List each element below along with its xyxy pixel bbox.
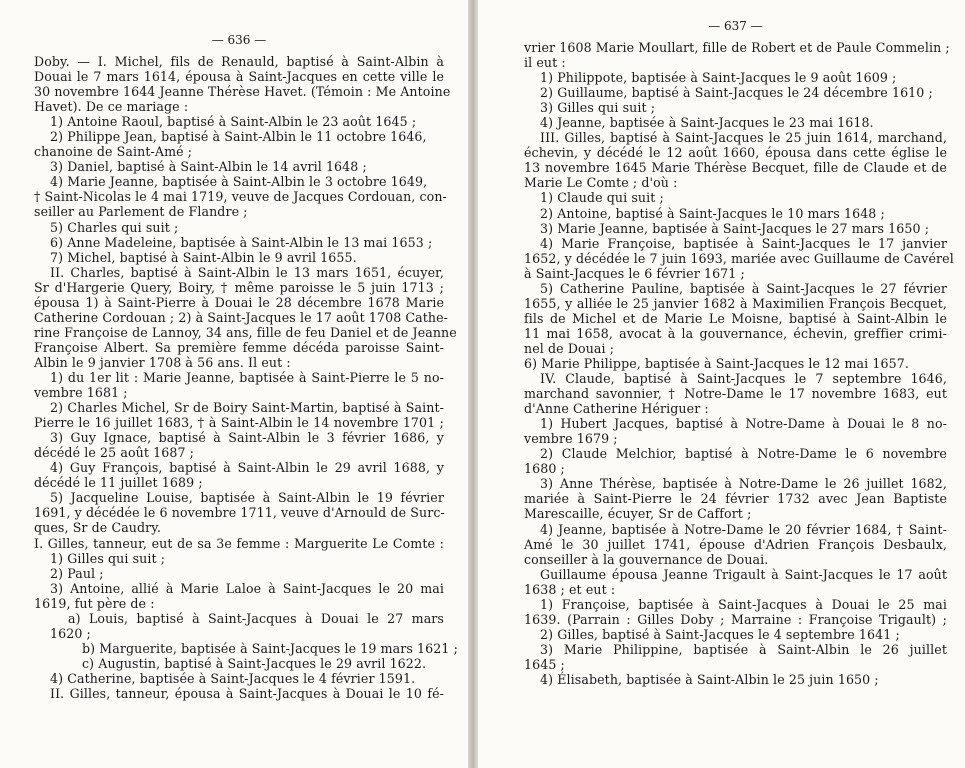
- text-line: 1) Françoise, baptisée à Saint-Jacques à Douai le 25 mai: [540, 596, 947, 612]
- text-line: 4) Catherine, baptisée à Saint-Jacques le 4 février 1591.: [50, 670, 416, 686]
- text-line: 3) Marie Philippine, baptisée à Saint-Albin le 26 juillet: [540, 641, 947, 657]
- text-line: 4) Guy François, baptisé à Saint-Albin le 29 avril 1688, y: [50, 460, 444, 476]
- text-line: marchand savonnier, † Notre-Dame le 17 novembre 1683, eut: [524, 386, 947, 402]
- text-line: épousa 1) à Saint-Pierre à Douai le 28 décembre 1678 Marie: [34, 294, 444, 310]
- text-line: 5) Jacqueline Louise, baptisée à Saint-Albin le 19 février: [50, 490, 444, 506]
- text-line: 4) Jeanne, baptisée à Notre-Dame le 20 février 1684, † Saint-: [540, 521, 947, 537]
- text-line: IV. Claude, baptisé à Saint-Jacques le 7 septembre 1646,: [540, 371, 947, 387]
- text-line: Amé le 30 juillet 1741, épouse d'Adrien François Desbaulx,: [524, 536, 947, 552]
- text-line: Marie Le Comte ; d'où :: [524, 175, 678, 191]
- text-line: 2) Guillaume, baptisé à Saint-Jacques le 24 décembre 1610 ;: [540, 85, 933, 101]
- text-line: 1652, y décédée le 7 juin 1693, mariée avec Guillaume de Cavérel: [524, 250, 954, 266]
- text-line: b) Marguerite, baptisée à Saint-Jacques le 19 mars 1621 ;: [82, 640, 458, 656]
- text-line: 2) Paul ;: [50, 565, 104, 581]
- text-line: 1691, y décédée le 6 novembre 1711, veuve d'Arnould de Surc-: [34, 505, 445, 521]
- text-line: 6) Anne Madeleine, baptisée à Saint-Albin le 13 mai 1653 ;: [50, 234, 433, 250]
- text-line: Françoise Albert. Sa première femme décéda paroisse Saint-: [34, 339, 444, 355]
- text-line: à Saint-Jacques le 6 février 1671 ;: [524, 265, 745, 281]
- text-line: † Saint-Nicolas le 4 mai 1719, veuve de Jacques Cordouan, con-: [34, 189, 447, 205]
- text-line: 13 novembre 1645 Marie Thérèse Becquet, fille de Claude et de: [524, 160, 947, 176]
- text-line: 3) Guy Ignace, baptisé à Saint-Albin le 3 février 1686, y: [50, 430, 444, 446]
- text-line: 1619, fut père de :: [34, 595, 155, 611]
- text-line: 30 novembre 1644 Jeanne Thérèse Havet. (Témoin : Me Antoine: [34, 84, 451, 100]
- text-line: a) Louis, baptisé à Saint-Jacques à Douai le 27 mars: [68, 610, 444, 626]
- right-page: [478, 0, 965, 768]
- text-line: 1638 ; et eut :: [524, 581, 616, 597]
- text-line: décédé le 11 juillet 1689 ;: [34, 475, 203, 491]
- text-line: 7) Michel, baptisé à Saint-Albin le 9 avril 1655.: [50, 249, 357, 265]
- left-page-text: [34, 54, 458, 701]
- text-line: 3) Marie Jeanne, baptisée à Saint-Jacques le 27 mars 1650 ;: [540, 220, 930, 236]
- text-line: 3) Gilles qui suit ;: [540, 100, 656, 116]
- text-line: d'Anne Catherine Hériguer :: [524, 401, 709, 417]
- text-line: 2) Charles Michel, Sr de Boiry Saint-Martin, baptisé à Saint-: [50, 400, 444, 416]
- page-number: — 637 —: [708, 19, 763, 33]
- page-number: — 636 —: [211, 33, 267, 47]
- text-line: 5) Charles qui suit ;: [50, 219, 179, 235]
- text-line: 1) Antoine Raoul, baptisé à Saint-Albin le 23 août 1645 ;: [50, 114, 417, 130]
- text-line: il eut :: [524, 55, 566, 71]
- text-line: 3) Anne Thérèse, baptisée à Notre-Dame le 26 juillet 1682,: [540, 476, 947, 492]
- text-line: décédé le 25 août 1687 ;: [34, 445, 195, 461]
- text-line: Havet). De ce mariage :: [34, 99, 189, 115]
- text-line: 2) Gilles, baptisé à Saint-Jacques le 4 septembre 1641 ;: [540, 626, 900, 642]
- right-page-text: [524, 40, 954, 687]
- text-line: III. Gilles, baptisé à Saint-Jacques le 25 juin 1614, marchand,: [540, 130, 947, 146]
- text-line: fils de Michel et de Marie Le Moisne, baptisé à Saint-Albin le: [524, 310, 947, 326]
- text-line: 1639. (Parrain : Gilles Doby ; Marraine : Françoise Trigault) ;: [524, 611, 947, 627]
- text-line: mariée à Saint-Pierre le 24 février 1732 avec Jean Baptiste: [524, 491, 947, 507]
- text-line: I. Gilles, tanneur, eut de sa 3e femme : Marguerite Le Comte :: [34, 535, 444, 551]
- text-line: Catherine Cordouan ; 2) à Saint-Jacques le 17 août 1708 Cathe-: [34, 309, 449, 325]
- left-page: [0, 0, 470, 768]
- text-line: 4) Marie Jeanne, baptisée à Saint-Albin le 3 octobre 1649,: [50, 174, 428, 190]
- text-line: 4) Marie Françoise, baptisée à Saint-Jacques le 17 janvier: [540, 235, 947, 251]
- text-line: 2) Philippe Jean, baptisé à Saint-Albin le 11 octobre 1646,: [50, 129, 427, 145]
- text-line: 1) du 1er lit : Marie Jeanne, baptisée à Saint-Pierre le 5 no-: [50, 369, 444, 385]
- text-line: seiller au Parlement de Flandre ;: [34, 204, 248, 220]
- text-line: Marescaille, écuyer, Sr de Caffort ;: [524, 506, 752, 522]
- text-line: Douai le 7 mars 1614, épousa à Saint-Jacques en cette ville le: [34, 69, 444, 85]
- text-line: 2) Antoine, baptisé à Saint-Jacques le 10 mars 1648 ;: [540, 205, 885, 221]
- text-line: vrier 1608 Marie Moullart, fille de Robert et de Paule Commelin ;: [524, 40, 950, 55]
- text-line: 3) Daniel, baptisé à Saint-Albin le 14 avril 1648 ;: [50, 159, 367, 175]
- text-line: 11 mai 1658, avocat à la gouvernance, échevin, greffier crimi-: [524, 325, 947, 341]
- text-line: c) Augustin, baptisé à Saint-Jacques le 29 avril 1622.: [82, 655, 427, 671]
- text-line: 3) Antoine, allié à Marie Laloe à Saint-Jacques le 20 mai: [50, 580, 444, 596]
- text-line: 1655, y alliée le 25 janvier 1682 à Maximilien François Becquet,: [524, 295, 947, 311]
- text-line: Pierre le 16 juillet 1683, † à Saint-Albin le 14 novembre 1701 ;: [34, 415, 444, 431]
- text-line: II. Charles, baptisé à Saint-Albin le 13 mars 1651, écuyer,: [50, 264, 444, 280]
- text-line: rine Françoise de Lannoy, 34 ans, fille de feu Daniel et de Jeanne: [34, 324, 457, 340]
- text-line: 1620 ;: [50, 625, 91, 641]
- text-line: 4) Jeanne, baptisée à Saint-Jacques le 23 mai 1618.: [540, 115, 874, 131]
- text-line: vembre 1679 ;: [524, 431, 618, 447]
- text-line: 1) Hubert Jacques, baptisé à Notre-Dame à Douai le 8 no-: [540, 416, 947, 432]
- text-line: 1680 ;: [524, 461, 565, 477]
- text-line: 6) Marie Philippe, baptisée à Saint-Jacques le 12 mai 1657.: [524, 355, 909, 371]
- text-line: 4) Élisabeth, baptisée à Saint-Albin le 25 juin 1650 ;: [540, 671, 879, 687]
- text-line: conseiller à la gouvernance de Douai.: [524, 551, 769, 567]
- text-line: vembre 1681 ;: [34, 385, 128, 401]
- text-line: II. Gilles, tanneur, épousa à Saint-Jacques à Douai le 10 fé-: [50, 685, 444, 701]
- text-line: Sr d'Hargerie Query, Boiry, † même paroisse le 5 juin 1713 ;: [34, 279, 444, 295]
- text-line: Doby. — I. Michel, fils de Renauld, baptisé à Saint-Albin à: [34, 54, 444, 69]
- text-line: ques, Sr de Caudry.: [34, 520, 161, 536]
- text-line: 2) Claude Melchior, baptisé à Notre-Dame le 6 novembre: [540, 446, 947, 462]
- text-line: 1) Philippote, baptisée à Saint-Jacques le 9 août 1609 ;: [540, 70, 897, 86]
- text-line: 1) Claude qui suit ;: [540, 190, 664, 206]
- text-line: 1645 ;: [524, 656, 565, 672]
- text-line: 1) Gilles qui suit ;: [50, 550, 166, 566]
- text-line: 5) Catherine Pauline, baptisée à Saint-Jacques le 27 février: [540, 280, 947, 296]
- text-line: chanoine de Saint-Amé ;: [34, 144, 193, 160]
- text-line: nel de Douai ;: [524, 340, 615, 356]
- text-line: Guillaume épousa Jeanne Trigault à Saint-Jacques le 17 août: [540, 566, 947, 582]
- text-line: Albin le 9 janvier 1708 à 56 ans. Il eut :: [34, 354, 291, 370]
- text-line: échevin, y décédé le 12 août 1660, épousa dans cette église le: [524, 145, 947, 161]
